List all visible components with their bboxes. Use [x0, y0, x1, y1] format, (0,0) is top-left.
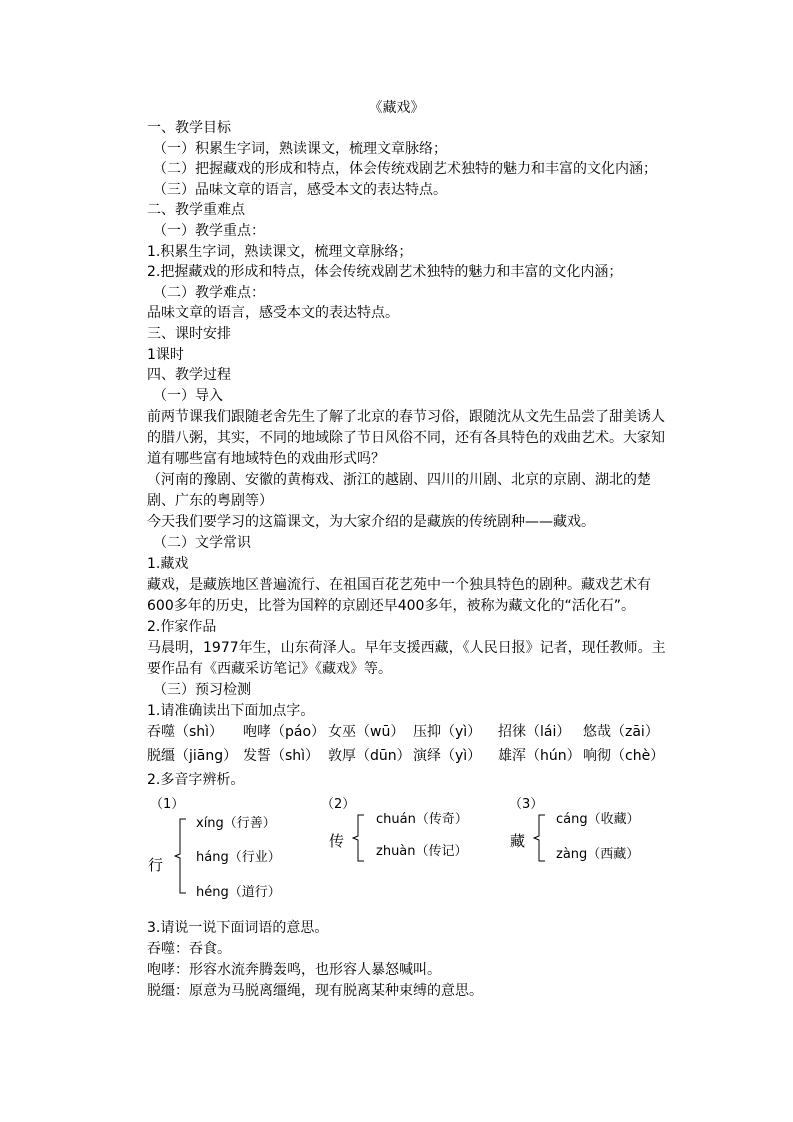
heading-process: 四、教学过程 — [147, 367, 231, 384]
key-point-2: 2.把握藏戏的形成和特点，体会传统戏剧艺术独特的魅力和丰富的文化内涵； — [147, 264, 623, 281]
author-text: 马晨明，1977年生，山东荷泽人。早年支援西藏，《人民日报》记者，现任教师。主要作品有《西藏采访笔记》《藏戏》等。 — [147, 640, 666, 677]
meaning-2: 咆哮：形容水流奔腾轰鸣，也形容人暴怒喊叫。 — [147, 962, 441, 978]
intro-heading: （一）导入 — [153, 387, 223, 404]
key-point-1: 1.积累生字词，熟读课文，梳理文章脉络； — [147, 243, 413, 260]
key-point-heading: （一）教学重点： — [153, 222, 265, 239]
outline-lines — [147, 118, 677, 406]
pinyin-row-1 — [147, 722, 659, 742]
group-2-brace — [352, 814, 366, 862]
pinyin-word: 脱缰（jiāng） — [147, 748, 238, 764]
pinyin-word: 吞噬（shì） — [147, 724, 224, 740]
group-3-brace — [533, 814, 547, 862]
group-2-reading-2: zhuàn（传记） — [376, 844, 468, 859]
today-paragraph: 今天我们要学习的这篇课文，为大家介绍的是藏族的传统剧种——藏戏。 — [147, 514, 595, 530]
pinyin-word: 招徕（lái） — [498, 724, 571, 740]
answer-paragraph: （河南的豫剧、安徽的黄梅戏、浙江的越剧、四川的川剧、北京的京剧、湖北的楚剧、广东的粤剧等） — [147, 472, 651, 509]
group-1-brace — [174, 818, 188, 894]
heading-objectives: 一、教学目标 — [147, 120, 231, 136]
group-3-reading-1: cáng（收藏） — [556, 812, 640, 827]
pinyin-word: 敦厚（dūn） — [328, 748, 411, 764]
group-1-reading-2: háng（行业） — [196, 850, 281, 865]
section-preview: （三）预习检测 — [153, 682, 251, 698]
heading-schedule: 三、课时安排 — [147, 325, 231, 342]
preview-item-2: 2.多音字辨析。 — [147, 772, 245, 788]
pinyin-word: 压抑（yì） — [413, 724, 482, 740]
pinyin-word: 悠哉（zāi） — [583, 724, 659, 740]
author-title: 2.作家作品 — [147, 619, 217, 635]
difficulty-text: 品味文章的语言，感受本文的表达特点。 — [147, 305, 399, 322]
pinyin-word: 雄浑（hún） — [498, 748, 581, 764]
meaning-3: 脱缰：原意为马脱离缰绳，现有脱离某种束缚的意思。 — [147, 983, 483, 999]
group-2-char: 传 — [329, 832, 345, 850]
preview-item-3: 3.请说一说下面词语的意思。 — [147, 920, 329, 936]
pinyin-word: 咆哮（páo） — [243, 724, 326, 740]
group-1-char: 行 — [148, 856, 164, 874]
group-3-reading-2: zàng（西藏） — [556, 847, 640, 862]
page-title: 《藏戏》 — [368, 100, 425, 116]
zangxi-title: 1.藏戏 — [147, 556, 189, 572]
schedule-text: 1课时 — [147, 346, 184, 363]
objective-3: （三）品味文章的语言，感受本文的表达特点。 — [153, 181, 447, 198]
group-1-number: （1） — [150, 797, 185, 812]
pinyin-word: 响彻（chè） — [583, 748, 665, 764]
pinyin-word: 女巫（wū） — [328, 724, 405, 740]
objective-1: （一）积累生字词，熟读课文，梳理文章脉络； — [153, 140, 447, 157]
objective-2: （二）把握藏戏的形成和特点，体会传统戏剧艺术独特的魅力和丰富的文化内涵； — [153, 161, 657, 178]
group-3-number: （3） — [509, 797, 544, 812]
heading-key-points: 二、教学重难点 — [147, 202, 245, 219]
section-literature: （二）文学常识 — [153, 535, 251, 551]
meaning-1: 吞噬：吞食。 — [147, 941, 231, 957]
group-1-reading-1: xíng（行善） — [196, 816, 276, 831]
pinyin-word: 演绎（yì） — [413, 748, 482, 764]
intro-paragraph: 前两节课我们跟随老舍先生了解了北京的春节习俗，跟随沈从文先生品尝了甜美诱人的腊八粥，其实，不同的地域除了节日风俗不同，还有各具特色的戏曲艺术。大家知道有哪些富有地域特色的戏曲形式吗？ — [147, 409, 665, 467]
preview-item-1: 1.请准确读出下面加点字。 — [147, 703, 315, 719]
group-2-number: （2） — [321, 797, 356, 812]
zangxi-text: 藏戏，是藏族地区普遍流行、在祖国百花艺苑中一个独具特色的剧种。藏戏艺术有600多年的历史，比誉为国粹的京剧还早400多年，被称为藏文化的“活化石”。 — [147, 577, 651, 614]
group-1-reading-3: héng（道行） — [196, 885, 281, 900]
difficulty-heading: （二）教学难点： — [153, 284, 265, 301]
pinyin-row-2 — [147, 746, 664, 766]
pinyin-word: 发誓（shì） — [243, 748, 320, 764]
group-2-reading-1: chuán（传奇） — [376, 812, 468, 827]
group-3-char: 藏 — [510, 832, 526, 850]
